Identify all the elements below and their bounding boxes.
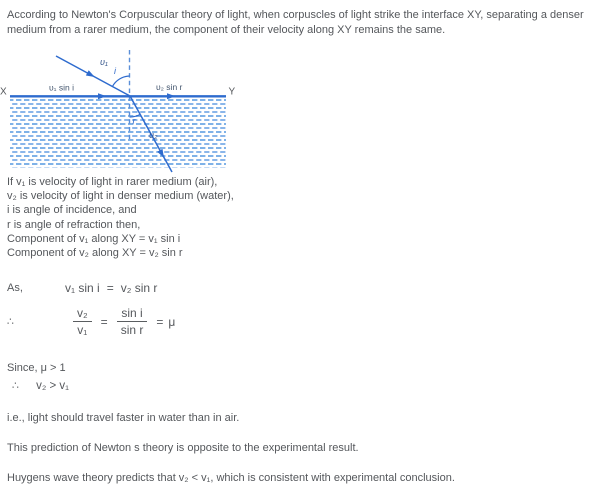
water-region bbox=[10, 99, 226, 168]
fraction-numerator: sin i bbox=[117, 306, 146, 322]
fraction-denominator: v₁ bbox=[77, 323, 88, 337]
since-line: Since, μ > 1 bbox=[7, 362, 66, 374]
definition-line: r is angle of refraction then, bbox=[7, 218, 141, 231]
therefore-symbol: ∴ bbox=[7, 316, 14, 328]
definition-line: Component of v₁ along XY = v₁ sin i bbox=[7, 232, 181, 245]
conclusion-block bbox=[7, 361, 69, 393]
mu-symbol: μ bbox=[168, 314, 176, 329]
label-angle-i: i bbox=[114, 66, 116, 76]
v1-component-arrowhead bbox=[98, 93, 107, 99]
eq1-rhs: v₂ sin r bbox=[120, 281, 158, 295]
sine-ratio-fraction bbox=[117, 306, 148, 337]
equals-sign: = bbox=[100, 314, 108, 329]
label-v2: υ₂ bbox=[149, 130, 158, 140]
incident-ray-arrowhead bbox=[86, 70, 96, 79]
fraction-numerator: v₂ bbox=[73, 306, 92, 322]
therefore-symbol: ∴ bbox=[12, 380, 19, 392]
definition-line: v₂ is velocity of light in denser medium (water), bbox=[7, 190, 234, 203]
huygens-statement: Huygens wave theory predicts that v₂ < v₁, which is consistent with experimental conclusion. bbox=[7, 472, 455, 484]
equals-sign: = bbox=[156, 314, 164, 329]
fraction-denominator: sin r bbox=[120, 323, 144, 337]
definition-line: If v₁ is velocity of light in rarer medium (air), bbox=[7, 176, 218, 188]
equation-refractive-index bbox=[7, 306, 175, 337]
prediction-statement: This prediction of Newton s theory is opposite to the experimental result. bbox=[7, 442, 359, 454]
eq1-lhs: v₁ sin i bbox=[65, 281, 100, 295]
ie-statement: i.e., light should travel faster in water than in air. bbox=[7, 412, 240, 424]
label-v1: υ₁ bbox=[100, 57, 108, 67]
v2-component-arrowhead bbox=[167, 93, 176, 99]
label-angle-r: r bbox=[132, 116, 136, 126]
definitions-list bbox=[7, 175, 234, 260]
label-v1-component: υ₁ sin i bbox=[49, 82, 74, 93]
eq1-equals: = bbox=[106, 281, 114, 295]
definition-line: Component of v₂ along XY = v₂ sin r bbox=[7, 247, 183, 260]
label-y: Y bbox=[228, 86, 236, 98]
intro-paragraph: According to Newton's Corpuscular theory of light, when corpuscles of light strike the interface XY, separating a denser medium from a rarer medium, the component of their velocity along XY remains the same. bbox=[7, 9, 584, 36]
angle-i-arc bbox=[112, 76, 129, 87]
definition-line: i is angle of incidence, and bbox=[7, 204, 137, 217]
therefore-line bbox=[7, 379, 69, 393]
velocity-inequality: v₂ > v₁ bbox=[36, 380, 70, 392]
velocity-ratio-fraction bbox=[73, 306, 92, 337]
refraction-diagram bbox=[0, 50, 240, 178]
label-v2-component: υ₂ sin r bbox=[156, 82, 183, 92]
as-label: As, bbox=[7, 282, 23, 294]
label-x: X bbox=[0, 86, 7, 98]
equation-sinlaw bbox=[7, 281, 164, 295]
